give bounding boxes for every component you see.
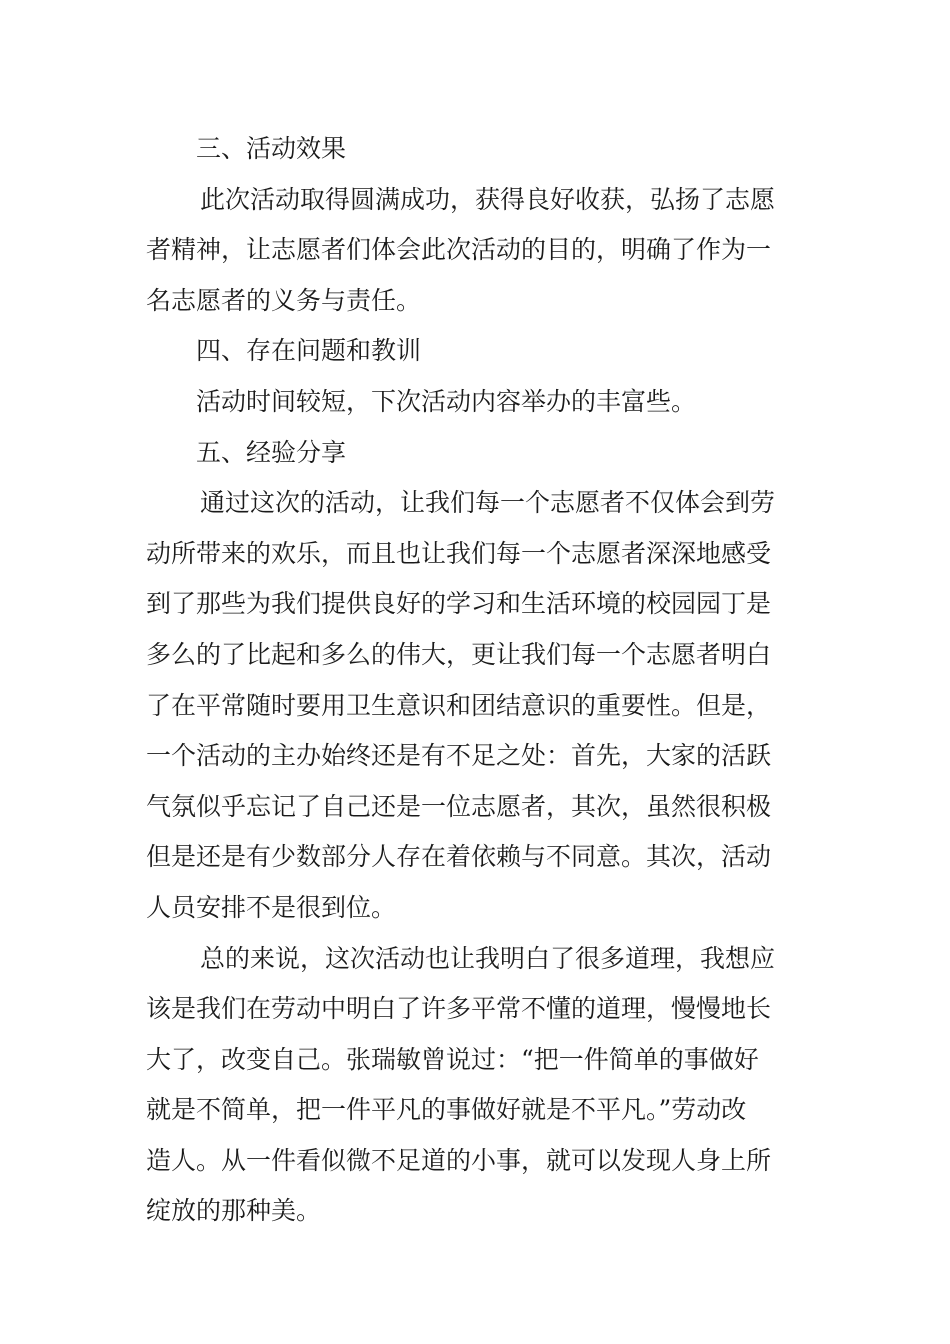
section-heading-problems: 四、存在问题和教训 xyxy=(196,336,422,366)
experience-paragraph-line: 通过这次的活动，让我们每一个志愿者不仅体会到劳 xyxy=(200,488,776,518)
experience-paragraph-line: 动所带来的欢乐，而且也让我们每一个志愿者深深地感受 xyxy=(146,538,772,568)
effect-paragraph-line: 名志愿者的义务与责任。 xyxy=(146,285,422,315)
section-heading-effect: 三、活动效果 xyxy=(196,134,347,163)
experience-paragraph-line: 一个活动的主办始终还是有不足之处：首先，大家的活跃 xyxy=(146,741,772,771)
experience-paragraph-line: 气氛似乎忘记了自己还是一位志愿者，其次，虽然很积极 xyxy=(146,791,772,821)
experience-paragraph-line: 到了那些为我们提供良好的学习和生活环境的校园园丁是 xyxy=(146,589,772,619)
problems-paragraph-line: 活动时间较短，下次活动内容举办的丰富些。 xyxy=(196,386,697,416)
summary-paragraph-line: 造人。从一件看似微不足道的小事，就可以发现人身上所 xyxy=(146,1145,772,1175)
document-page xyxy=(146,124,806,1237)
summary-paragraph-line: 总的来说，这次活动也让我明白了很多道理，我想应 xyxy=(200,943,776,973)
effect-paragraph-line: 此次活动取得圆满成功，获得良好收获，弘扬了志愿 xyxy=(200,184,776,214)
experience-paragraph-line: 了在平常随时要用卫生意识和团结意识的重要性。但是， xyxy=(146,690,772,720)
experience-paragraph-line: 但是还是有少数部分人存在着依赖与不同意。其次，活动 xyxy=(146,842,772,872)
summary-paragraph-line: 就是不简单，把一件平凡的事做好就是不平凡。”劳动改 xyxy=(146,1095,747,1125)
section-heading-experience: 五、经验分享 xyxy=(196,437,347,467)
experience-paragraph-line: 人员安排不是很到位。 xyxy=(146,892,397,922)
summary-paragraph-line: 该是我们在劳动中明白了许多平常不懂的道理，慢慢地长 xyxy=(146,994,772,1024)
effect-paragraph-line: 者精神，让志愿者们体会此次活动的目的，明确了作为一 xyxy=(146,235,772,265)
experience-paragraph-line: 多么的了比起和多么的伟大，更让我们每一个志愿者明白 xyxy=(146,639,772,669)
summary-paragraph-line: 绽放的那种美。 xyxy=(146,1196,322,1226)
summary-paragraph-line: 大了，改变自己。张瑞敏曾说过：“把一件简单的事做好 xyxy=(146,1044,759,1074)
